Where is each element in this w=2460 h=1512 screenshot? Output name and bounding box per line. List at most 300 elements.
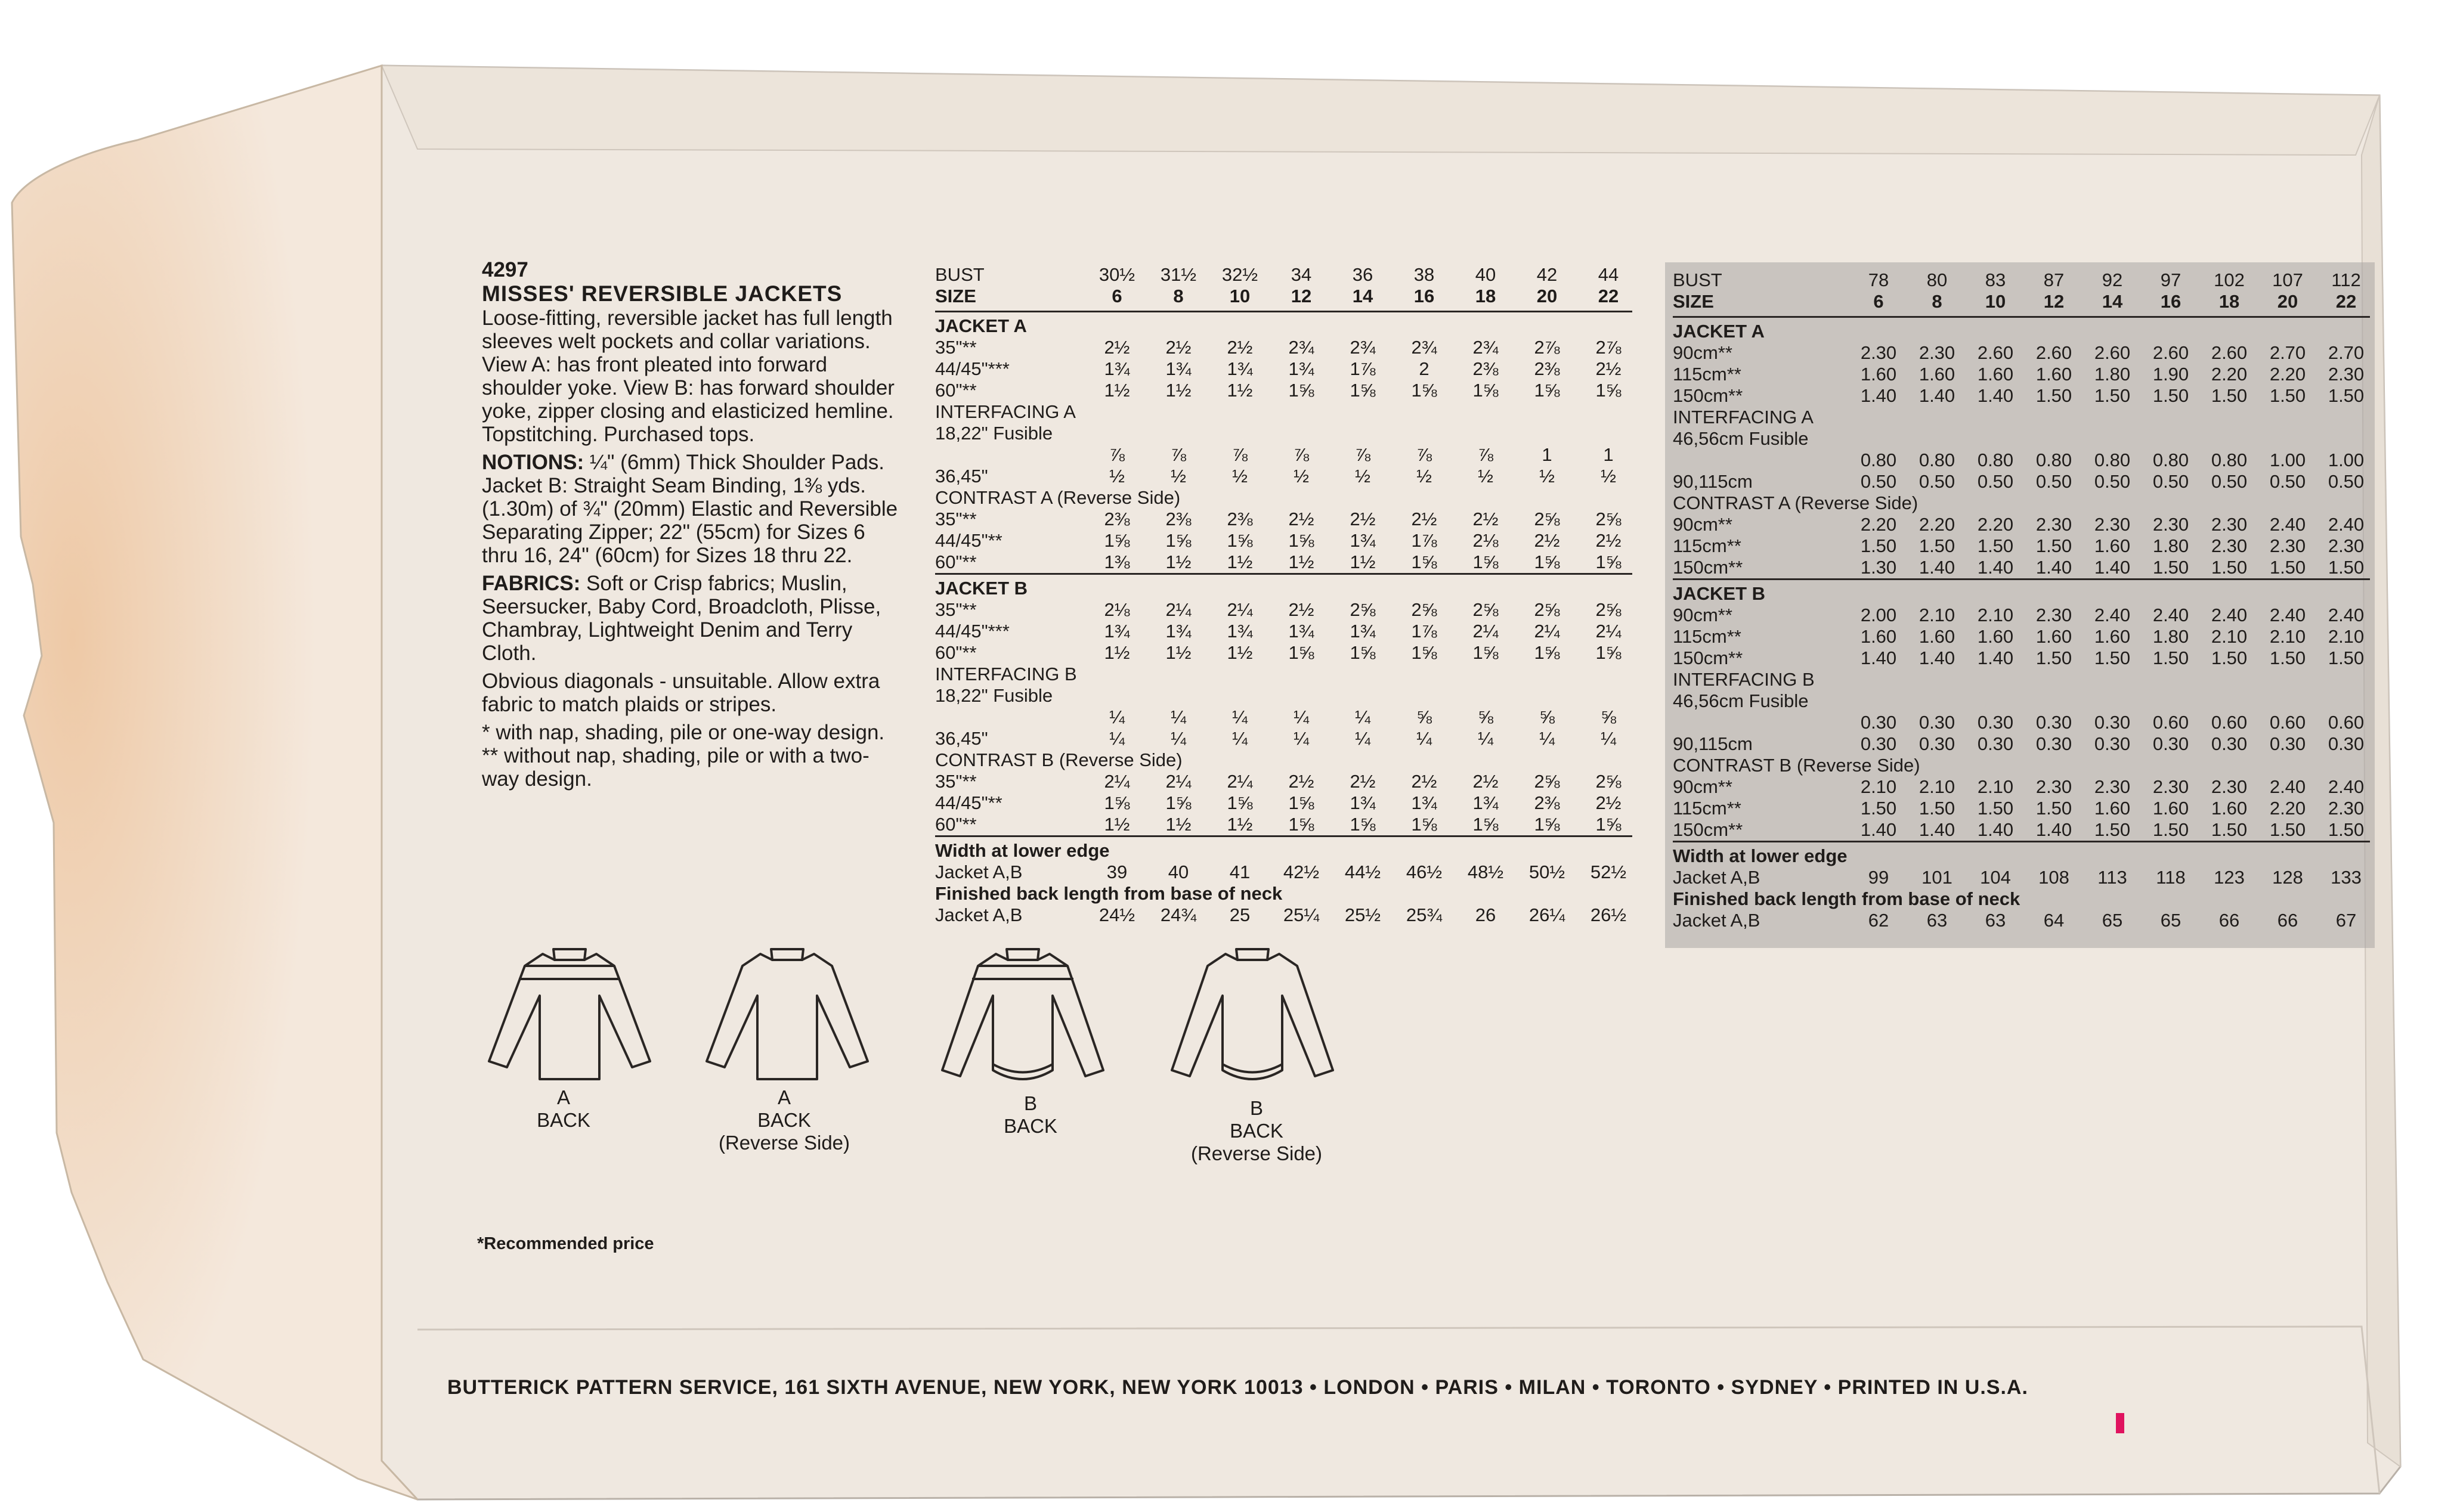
table-cell: 1¾: [1165, 621, 1192, 642]
table-cell: 2½: [1288, 771, 1314, 792]
table-cell: 2½: [1350, 771, 1376, 792]
pattern-title: MISSES' REVERSIBLE JACKETS: [482, 281, 843, 306]
table-cell: 1.40: [1919, 385, 1955, 406]
table-cell: 2.30: [2211, 535, 2248, 556]
table-cell: 1¾: [1350, 792, 1376, 813]
envelope-top-flap: [382, 66, 2379, 155]
row-label: 90cm**: [1673, 342, 1732, 363]
table-cell: 16: [1413, 286, 1435, 306]
table-cell: 2⅝: [1472, 599, 1499, 620]
table-cell: 2.20: [1919, 514, 1955, 535]
table-cell: 1.50: [2269, 647, 2306, 668]
row-label: 44/45"***: [935, 358, 1010, 379]
table-cell: 50½: [1528, 862, 1565, 882]
table-cell: 1⅝: [1534, 380, 1560, 401]
table-cell: 1.50: [2269, 819, 2306, 840]
table-cell: 1.50: [1919, 798, 1955, 819]
table-cell: 1.60: [1977, 364, 2014, 385]
table-cell: ⅞: [1355, 444, 1370, 465]
row-label: 90cm**: [1673, 514, 1732, 535]
sketch-caption-b-back: [953, 1092, 1108, 1138]
table-cell: 1⅝: [1350, 380, 1376, 401]
table-cell: ½: [1478, 466, 1493, 487]
table-cell: 1.40: [1860, 385, 1897, 406]
table-cell: 1⅝: [1165, 530, 1192, 551]
table-cell: 2.60: [2035, 342, 2072, 363]
table-cell: ½: [1294, 466, 1309, 487]
table-cell: 1.60: [1977, 626, 2014, 647]
table-cell: 2¾: [1411, 337, 1437, 358]
nap-note: * with nap, shading, pile or one-way design.: [482, 721, 885, 744]
row-label: 60"**: [935, 380, 977, 401]
table-cell: 1.50: [2035, 798, 2072, 819]
table-cell: 18: [2218, 291, 2240, 312]
table-cell: ⅞: [1109, 444, 1125, 465]
table-cell: 1: [1542, 444, 1552, 465]
table-cell: ½: [1416, 466, 1432, 487]
table-cell: 0.80: [2152, 450, 2189, 470]
table-cell: ¼: [1294, 707, 1309, 727]
table-cell: 2.20: [1860, 514, 1897, 535]
row-label: 44/45"**: [935, 792, 1002, 813]
table-cell: 0.80: [2035, 450, 2072, 470]
sketch-a-back: [489, 949, 650, 1079]
table-cell: 2.10: [2328, 626, 2365, 647]
table-cell: 2⅜: [1104, 509, 1130, 529]
table-cell: 1.50: [2152, 557, 2189, 578]
table-cell: 1.50: [2152, 819, 2189, 840]
table-rule: [935, 573, 1632, 575]
table-cell: ⅞: [1171, 444, 1186, 465]
table-cell: ¼: [1478, 728, 1493, 749]
table-cell: 39: [1106, 862, 1128, 882]
pattern-description: Loose-fitting, reversible jacket has full length sleeves welt pockets and collar variations. View A: has front pleated into forward shoulder yoke. View B: has forward shoulder yoke, zipper closing and elasticized hemline. Topstitching. Purchased tops.: [482, 306, 895, 446]
table-cell: 20: [2277, 291, 2298, 312]
table-cell: 0.50: [2211, 471, 2248, 492]
table-cell: 1⅝: [1350, 814, 1376, 835]
table-cell: 1.00: [2269, 450, 2306, 470]
table-cell: 67: [2335, 910, 2357, 931]
table-cell: ⅝: [1601, 707, 1616, 727]
table-cell: 2¾: [1288, 337, 1314, 358]
table-cell: 0.30: [1919, 712, 1955, 733]
table-cell: 0.50: [1919, 471, 1955, 492]
section-heading: INTERFACING B: [1673, 669, 1815, 690]
table-cell: 0.80: [1860, 450, 1897, 470]
recommended-price-note: *Recommended price: [477, 1234, 654, 1253]
table-cell: 2⅝: [1350, 599, 1376, 620]
table-cell: 2.10: [2269, 626, 2306, 647]
table-cell: 2.30: [2094, 776, 2131, 797]
table-cell: 1.60: [1919, 364, 1955, 385]
table-cell: 1: [1603, 444, 1614, 465]
table-cell: 1½: [1227, 814, 1253, 835]
table-cell: 25: [1229, 904, 1251, 925]
table-cell: 80: [1926, 269, 1948, 290]
row-label: 35"**: [935, 771, 977, 792]
table-cell: 1.50: [2211, 557, 2248, 578]
table-cell: ⅞: [1416, 444, 1432, 465]
table-cell: ⅞: [1478, 444, 1493, 465]
table-cell: 1¾: [1227, 358, 1253, 379]
table-cell: 2¼: [1595, 621, 1622, 642]
table-cell: 2.20: [2269, 364, 2306, 385]
table-cell: 2½: [1472, 771, 1499, 792]
table-cell: ½: [1109, 466, 1125, 487]
table-cell: 1.80: [2152, 626, 2189, 647]
table-rule: [935, 311, 1632, 312]
table-cell: 0.30: [2035, 712, 2072, 733]
table-cell: 63: [1926, 910, 1948, 931]
sketch-subcaption: (Reverse Side): [718, 1132, 850, 1154]
table-cell: 14: [2102, 291, 2123, 312]
table-cell: 1.50: [2211, 647, 2248, 668]
metric-yardage-table: [1673, 269, 2379, 955]
table-cell: 1⅝: [1534, 642, 1560, 663]
table-cell: 1.50: [2035, 535, 2072, 556]
table-cell: 38: [1413, 264, 1435, 285]
row-label: 36,45": [935, 728, 988, 749]
table-cell: ½: [1355, 466, 1370, 487]
table-cell: 104: [1980, 867, 2011, 888]
table-cell: 24¾: [1160, 904, 1197, 925]
length-row-label: Jacket A,B: [935, 904, 1023, 925]
table-cell: 1⅝: [1104, 530, 1130, 551]
table-cell: 1¾: [1350, 621, 1376, 642]
table-cell: 25¾: [1406, 904, 1443, 925]
section-heading: JACKET B: [935, 578, 1028, 599]
table-cell: 12: [1291, 286, 1312, 306]
table-cell: 25¼: [1283, 904, 1320, 925]
table-cell: 2.30: [2152, 776, 2189, 797]
table-cell: 1⅞: [1411, 621, 1437, 642]
table-cell: 1⅞: [1350, 358, 1376, 379]
sketch-view: B: [1249, 1097, 1263, 1119]
table-cell: 2.10: [1919, 605, 1955, 625]
table-cell: ¼: [1232, 728, 1248, 749]
table-cell: 30½: [1099, 264, 1135, 285]
table-cell: 2.40: [2269, 776, 2306, 797]
table-cell: 1.50: [2094, 647, 2131, 668]
table-cell: 0.30: [1977, 712, 2014, 733]
sketch-caption-b-back-reverse: [1179, 1097, 1334, 1165]
table-cell: 42: [1536, 264, 1558, 285]
table-cell: ⅞: [1232, 444, 1248, 465]
table-cell: ¼: [1232, 707, 1248, 727]
table-cell: 1½: [1227, 642, 1253, 663]
table-cell: 0.50: [2328, 471, 2365, 492]
table-cell: 1½: [1104, 380, 1130, 401]
table-cell: ¼: [1294, 728, 1309, 749]
table-cell: 1⅝: [1411, 380, 1437, 401]
table-cell: 0.30: [2328, 733, 2365, 754]
table-cell: 2.30: [2094, 514, 2131, 535]
section-heading: JACKET B: [1673, 583, 1766, 604]
table-cell: 40: [1168, 862, 1189, 882]
section-subheading: 46,56cm Fusible: [1673, 690, 1809, 711]
table-cell: 1.60: [1860, 626, 1897, 647]
table-cell: 1¾: [1227, 621, 1253, 642]
table-cell: 2.30: [2211, 776, 2248, 797]
table-cell: ¼: [1109, 728, 1125, 749]
table-cell: 0.80: [2211, 450, 2248, 470]
table-cell: 44½: [1344, 862, 1381, 882]
fabrics-paragraph: [482, 572, 899, 665]
table-cell: 113: [2097, 867, 2127, 888]
section-heading: JACKET A: [935, 315, 1027, 336]
sketch-b-back: [942, 949, 1103, 1079]
table-cell: 1.50: [2152, 647, 2189, 668]
table-cell: 1.60: [2094, 626, 2131, 647]
table-cell: 2.20: [2269, 798, 2306, 819]
table-cell: 65: [2102, 910, 2123, 931]
table-cell: 123: [2214, 867, 2245, 888]
table-cell: 2½: [1288, 509, 1314, 529]
table-cell: 92: [2102, 269, 2123, 290]
table-cell: ¼: [1109, 707, 1125, 727]
table-cell: 2½: [1227, 337, 1253, 358]
table-cell: 1⅝: [1288, 792, 1314, 813]
sketch-caption-a-back: [486, 1086, 641, 1132]
bust-label: BUST: [1673, 269, 1722, 290]
table-cell: 118: [2156, 867, 2186, 888]
table-cell: 2.60: [2094, 342, 2131, 363]
length-row-label: Jacket A,B: [1673, 910, 1760, 931]
table-cell: ⅝: [1478, 707, 1493, 727]
table-cell: 1.60: [1919, 626, 1955, 647]
table-cell: 0.30: [2269, 733, 2306, 754]
table-cell: 22: [2335, 291, 2357, 312]
row-label: 150cm**: [1673, 557, 1743, 578]
table-cell: 8: [1173, 286, 1184, 306]
table-cell: 1¾: [1288, 621, 1314, 642]
row-label: 90,115cm: [1673, 471, 1753, 492]
table-cell: 2¼: [1165, 771, 1192, 792]
table-cell: 1¾: [1104, 358, 1130, 379]
table-cell: 2: [1419, 358, 1429, 379]
table-cell: 1⅝: [1595, 380, 1622, 401]
table-cell: 0.30: [1860, 712, 1897, 733]
table-cell: 1½: [1165, 380, 1192, 401]
table-cell: 1.50: [2269, 557, 2306, 578]
sketch-caption: BACK: [1004, 1115, 1057, 1137]
width-row-label: Jacket A,B: [1673, 867, 1760, 888]
table-cell: 1⅝: [1595, 551, 1622, 572]
table-cell: 65: [2160, 910, 2181, 931]
table-cell: 1⅞: [1411, 530, 1437, 551]
notions-paragraph: [482, 451, 899, 567]
table-cell: 1.50: [1860, 798, 1897, 819]
table-cell: 16: [2160, 291, 2181, 312]
envelope-left-flap: [12, 66, 417, 1499]
row-label: 150cm**: [1673, 385, 1743, 406]
table-cell: 62: [1868, 910, 1889, 931]
table-cell: 52½: [1590, 862, 1627, 882]
table-cell: 0.50: [2094, 471, 2131, 492]
table-cell: 2.40: [2269, 514, 2306, 535]
table-cell: 2.30: [2035, 605, 2072, 625]
table-cell: 2½: [1534, 530, 1560, 551]
row-label: 60"**: [935, 642, 977, 663]
table-cell: 107: [2272, 269, 2303, 290]
table-cell: 2⅛: [1472, 530, 1499, 551]
table-cell: 2.40: [2328, 776, 2365, 797]
table-cell: 1.80: [2094, 364, 2131, 385]
table-cell: 2.40: [2269, 605, 2306, 625]
table-cell: 1.60: [1860, 364, 1897, 385]
table-cell: 1⅝: [1411, 814, 1437, 835]
table-cell: 2.40: [2328, 514, 2365, 535]
table-cell: 1⅝: [1472, 551, 1499, 572]
table-cell: 1.40: [1977, 557, 2014, 578]
table-cell: 1.60: [2035, 364, 2072, 385]
table-cell: 2¼: [1227, 599, 1253, 620]
table-cell: 2¼: [1165, 599, 1192, 620]
table-cell: 0.50: [2269, 471, 2306, 492]
table-cell: 1⅝: [1288, 380, 1314, 401]
table-cell: 36: [1352, 264, 1373, 285]
table-cell: 1.60: [2094, 798, 2131, 819]
table-cell: 22: [1598, 286, 1619, 306]
notions-text: ¼" (6mm) Thick Shoulder Pads. Jacket B: Straight Seam Binding, 1⅜ yds. (1.30m) of ¾" (20mm) Elastic and Reversible Separating Zipper; 22" (55cm) for Sizes 6 thru 16, 24" (60cm) for Sizes 18 thru 22.: [482, 451, 898, 567]
table-cell: ¼: [1601, 728, 1616, 749]
sketch-view: B: [1023, 1092, 1037, 1114]
table-cell: 63: [1985, 910, 2006, 931]
table-cell: 1.40: [1860, 647, 1897, 668]
table-cell: 44: [1598, 264, 1619, 285]
sketch-caption: BACK: [757, 1109, 811, 1131]
table-cell: 2⅞: [1534, 337, 1560, 358]
table-cell: 0.50: [2035, 471, 2072, 492]
table-cell: 1⅝: [1104, 792, 1130, 813]
table-rule: [1673, 316, 2370, 318]
table-cell: 2.10: [2211, 626, 2248, 647]
table-cell: 2.40: [2152, 605, 2189, 625]
table-cell: 1.60: [2152, 798, 2189, 819]
sketch-caption-a-back-reverse: [707, 1086, 862, 1154]
table-cell: 1.40: [1977, 819, 2014, 840]
row-label: 115cm**: [1673, 626, 1741, 647]
table-cell: 2.30: [2328, 798, 2365, 819]
table-cell: 34: [1291, 264, 1312, 285]
table-cell: 64: [2043, 910, 2065, 931]
table-rule: [935, 835, 1632, 837]
table-cell: 83: [1985, 269, 2006, 290]
table-cell: 1.50: [2269, 385, 2306, 406]
table-cell: 101: [1921, 867, 1952, 888]
bust-label: BUST: [935, 264, 985, 285]
table-cell: 2.00: [1860, 605, 1897, 625]
row-label: 36,45": [935, 466, 988, 487]
table-cell: 2.30: [2035, 776, 2072, 797]
table-cell: 2.20: [1977, 514, 2014, 535]
table-cell: 2.20: [2211, 364, 2248, 385]
table-rule: [1673, 841, 2370, 842]
table-cell: 2⅞: [1595, 337, 1622, 358]
section-heading: INTERFACING A: [935, 401, 1076, 422]
table-cell: 1.50: [2328, 557, 2365, 578]
row-label: 44/45"***: [935, 621, 1010, 642]
table-cell: ¼: [1355, 707, 1370, 727]
table-cell: 2¾: [1472, 337, 1499, 358]
row-label: 35"**: [935, 337, 977, 358]
row-label: 150cm**: [1673, 647, 1743, 668]
row-label: 35"**: [935, 509, 977, 529]
table-cell: 1.40: [1919, 557, 1955, 578]
table-cell: 2⅝: [1534, 599, 1560, 620]
table-cell: 1.40: [1977, 385, 2014, 406]
table-cell: 2.30: [1919, 342, 1955, 363]
width-heading: Width at lower edge: [935, 840, 1110, 861]
table-cell: 99: [1868, 867, 1889, 888]
table-cell: 6: [1873, 291, 1884, 312]
size-label: SIZE: [1673, 291, 1714, 312]
table-cell: ¼: [1355, 728, 1370, 749]
table-cell: 102: [2214, 269, 2245, 290]
table-cell: 12: [2043, 291, 2065, 312]
table-cell: 1.40: [1977, 647, 2014, 668]
sketch-caption: BACK: [1230, 1120, 1283, 1142]
without-nap-note: ** without nap, shading, pile or with a two-way design.: [482, 744, 869, 791]
table-cell: 1⅝: [1227, 530, 1253, 551]
table-cell: 1.50: [2328, 647, 2365, 668]
table-cell: 1.60: [2035, 626, 2072, 647]
table-cell: 97: [2160, 269, 2181, 290]
table-cell: 1.90: [2152, 364, 2189, 385]
section-heading: CONTRAST B (Reverse Side): [1673, 755, 1920, 776]
table-cell: 2¼: [1472, 621, 1499, 642]
table-cell: 6: [1112, 286, 1122, 306]
table-cell: 2.40: [2094, 605, 2131, 625]
table-cell: 26: [1475, 904, 1496, 925]
sketch-caption: BACK: [537, 1109, 590, 1131]
table-cell: 1.50: [2328, 385, 2365, 406]
table-cell: ¼: [1171, 728, 1186, 749]
sketch-view: A: [556, 1086, 570, 1108]
row-label: 115cm**: [1673, 364, 1741, 385]
table-cell: 2½: [1595, 530, 1622, 551]
jacket-sketches: [471, 942, 1366, 1103]
length-heading: Finished back length from base of neck: [1673, 888, 2020, 909]
table-cell: 1.40: [1919, 819, 1955, 840]
table-cell: 78: [1868, 269, 1889, 290]
table-cell: 0.60: [2328, 712, 2365, 733]
notions-label: NOTIONS:: [482, 451, 584, 474]
table-cell: 1.50: [2328, 819, 2365, 840]
table-cell: 2.60: [2211, 342, 2248, 363]
section-heading: CONTRAST A (Reverse Side): [935, 487, 1181, 508]
table-cell: 0.30: [2152, 733, 2189, 754]
table-cell: ½: [1539, 466, 1555, 487]
table-cell: 1¾: [1411, 792, 1437, 813]
table-cell: 1.50: [2211, 819, 2248, 840]
table-cell: 24½: [1099, 904, 1135, 925]
table-cell: 2⅝: [1595, 771, 1622, 792]
width-heading: Width at lower edge: [1673, 845, 1848, 866]
table-cell: 2.30: [2152, 514, 2189, 535]
row-label: 150cm**: [1673, 819, 1743, 840]
row-label: 60"**: [935, 814, 977, 835]
table-cell: 2.60: [1977, 342, 2014, 363]
table-cell: 2½: [1472, 509, 1499, 529]
table-cell: 1.50: [2152, 385, 2189, 406]
table-cell: 48½: [1467, 862, 1504, 882]
table-cell: 1⅝: [1411, 551, 1437, 572]
table-cell: 1⅝: [1472, 642, 1499, 663]
sketch-a-back-reverse: [707, 949, 868, 1079]
table-cell: 2.10: [1977, 776, 2014, 797]
diagonals-note: Obvious diagonals - unsuitable. Allow extra fabric to match plaids or stripes.: [482, 670, 880, 716]
